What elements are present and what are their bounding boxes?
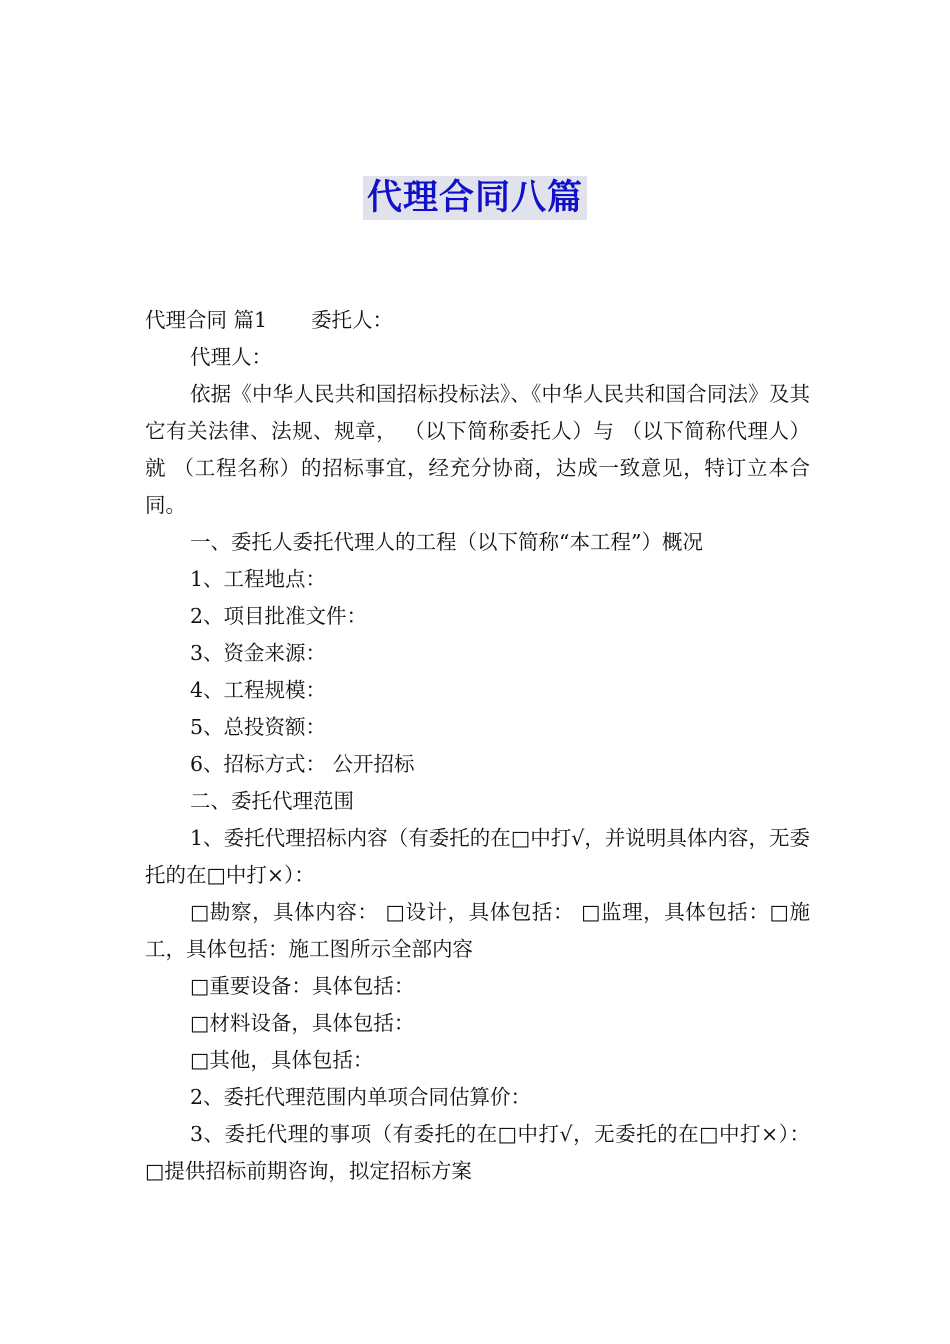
article-heading: 代理合同 篇1 xyxy=(145,308,268,332)
document-body xyxy=(145,302,810,1190)
agent-label: 代理人： xyxy=(190,345,272,369)
item-project-scale: 4、工程规模： xyxy=(190,678,327,702)
item-entrusted-content: 1、委托代理招标内容（有委托的在□中打√，并说明具体内容，无委托的在□中打×）： xyxy=(145,826,810,887)
item-entrusted-matters: 3、委托代理的事项（有委托的在□中打√，无委托的在□中打×）： □提供招标前期咨询，拟定招标方案 xyxy=(145,1122,810,1183)
item-funding-source: 3、资金来源： xyxy=(190,641,327,665)
item-estimated-price: 2、委托代理范围内单项合同估算价： xyxy=(190,1085,532,1109)
principal-label: 委托人： xyxy=(311,308,394,332)
item-project-location: 1、工程地点： xyxy=(190,567,327,591)
item-bidding-method: 6、招标方式： 公开招标 xyxy=(190,752,415,776)
checkbox-survey-design-supervision-construction: □勘察，具体内容： □设计，具体包括： □监理，具体包括：□施工，具体包括：施工图所示全部内容 xyxy=(145,900,810,961)
item-total-investment: 5、总投资额： xyxy=(190,715,327,739)
preamble-paragraph: 依据《中华人民共和国招标投标法》、《中华人民共和国合同法》及其它有关法律、法规、规章， （以下简称委托人）与 （以下简称代理人）就 （工程名称）的招标事宜，经充分协商，达成一致意见，特订立本合同。 xyxy=(145,382,810,517)
section-one-heading: 一、委托人委托代理人的工程（以下简称“本工程”）概况 xyxy=(190,530,703,554)
paragraph-heading-line xyxy=(145,302,810,339)
checkbox-other: □其他，具体包括： xyxy=(190,1048,374,1072)
document-title: 代理合同八篇 xyxy=(363,176,587,220)
title-container xyxy=(0,176,950,220)
checkbox-important-equipment: □重要设备：具体包括： xyxy=(190,974,415,998)
checkbox-material-equipment: □材料设备，具体包括： xyxy=(190,1011,415,1035)
item-approval-documents: 2、项目批准文件： xyxy=(190,604,368,628)
section-two-heading: 二、委托代理范围 xyxy=(190,789,354,813)
